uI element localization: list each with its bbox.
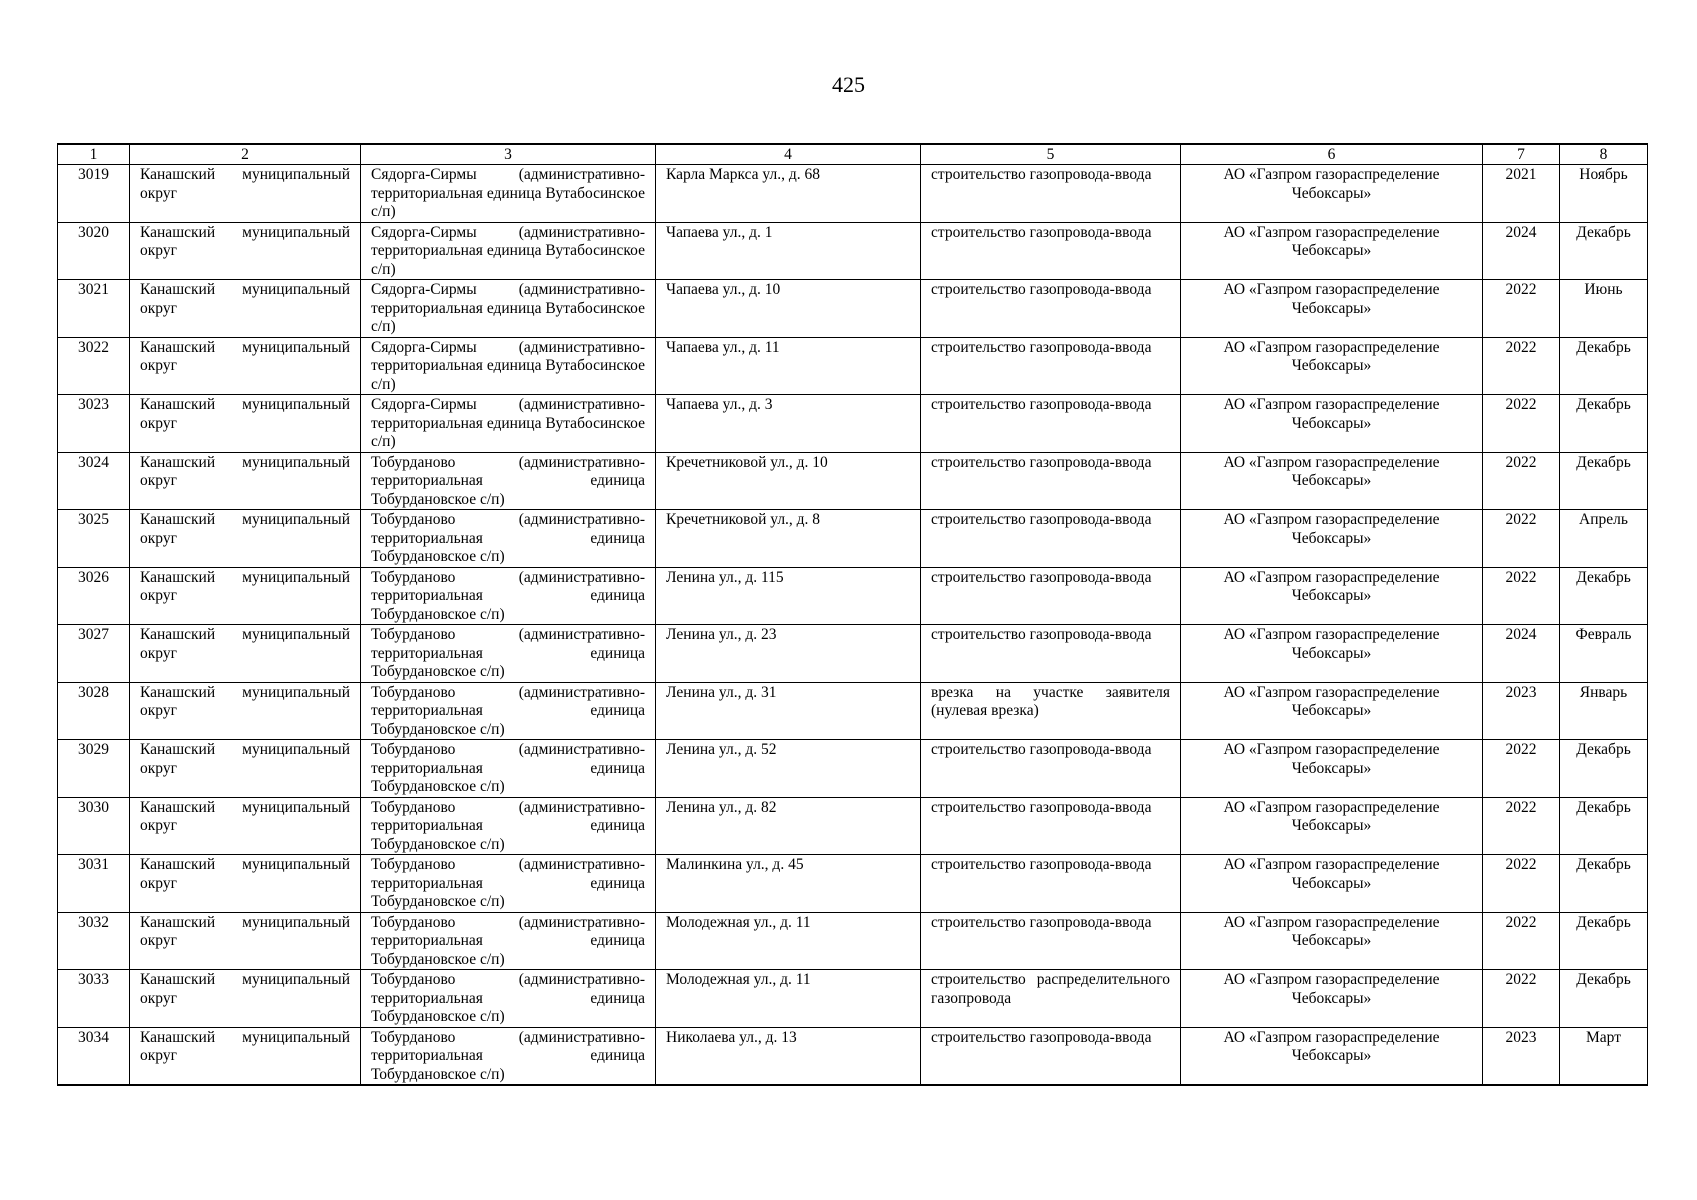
year: 2022 — [1483, 567, 1560, 625]
municipal-district: Канашский муниципальный округ — [130, 395, 361, 453]
settlement: Тобурданово (административно-территориальная единица Тобурдановское с/п) — [361, 567, 656, 625]
municipal-district: Канашский муниципальный округ — [130, 452, 361, 510]
month: Февраль — [1560, 625, 1648, 683]
row-number: 3032 — [58, 912, 130, 970]
municipal-district: Канашский муниципальный округ — [130, 165, 361, 223]
work-type: строительство газопровода-ввода — [921, 912, 1181, 970]
settlement: Тобурданово (административно-территориальная единица Тобурдановское с/п) — [361, 855, 656, 913]
organization: АО «Газпром газораспределение Чебоксары» — [1181, 165, 1483, 223]
row-number: 3026 — [58, 567, 130, 625]
settlement: Тобурданово (административно-территориальная единица Тобурдановское с/п) — [361, 452, 656, 510]
month: Декабрь — [1560, 797, 1648, 855]
address: Чапаева ул., д. 10 — [656, 280, 921, 338]
table-row — [58, 740, 1648, 798]
year: 2021 — [1483, 165, 1560, 223]
settlement: Тобурданово (административно-территориальная единица Тобурдановское с/п) — [361, 510, 656, 568]
settlement: Сядорга-Сирмы (административно-территориальная единица Вутабосинское с/п) — [361, 280, 656, 338]
table-row — [58, 682, 1648, 740]
column-header: 5 — [921, 144, 1181, 165]
organization: АО «Газпром газораспределение Чебоксары» — [1181, 452, 1483, 510]
organization: АО «Газпром газораспределение Чебоксары» — [1181, 510, 1483, 568]
row-number: 3031 — [58, 855, 130, 913]
year: 2022 — [1483, 912, 1560, 970]
row-number: 3022 — [58, 337, 130, 395]
work-type: строительство газопровода-ввода — [921, 625, 1181, 683]
settlement: Тобурданово (административно-территориальная единица Тобурдановское с/п) — [361, 682, 656, 740]
month: Декабрь — [1560, 970, 1648, 1028]
month: Декабрь — [1560, 395, 1648, 453]
work-type: строительство газопровода-ввода — [921, 1027, 1181, 1085]
settlement: Сядорга-Сирмы (административно-территориальная единица Вутабосинское с/п) — [361, 165, 656, 223]
table-row — [58, 165, 1648, 223]
year: 2022 — [1483, 970, 1560, 1028]
column-header: 6 — [1181, 144, 1483, 165]
table-row — [58, 855, 1648, 913]
row-number: 3023 — [58, 395, 130, 453]
work-type: строительство газопровода-ввода — [921, 797, 1181, 855]
month: Декабрь — [1560, 452, 1648, 510]
month: Июнь — [1560, 280, 1648, 338]
column-header: 1 — [58, 144, 130, 165]
address: Ленина ул., д. 82 — [656, 797, 921, 855]
year: 2022 — [1483, 510, 1560, 568]
organization: АО «Газпром газораспределение Чебоксары» — [1181, 280, 1483, 338]
month: Декабрь — [1560, 912, 1648, 970]
page-number: 425 — [832, 72, 865, 97]
table-row — [58, 970, 1648, 1028]
table-row — [58, 510, 1648, 568]
year: 2022 — [1483, 395, 1560, 453]
row-number: 3025 — [58, 510, 130, 568]
year: 2022 — [1483, 855, 1560, 913]
address: Чапаева ул., д. 1 — [656, 222, 921, 280]
organization: АО «Газпром газораспределение Чебоксары» — [1181, 682, 1483, 740]
work-type: строительство газопровода-ввода — [921, 395, 1181, 453]
organization: АО «Газпром газораспределение Чебоксары» — [1181, 855, 1483, 913]
municipal-district: Канашский муниципальный округ — [130, 280, 361, 338]
organization: АО «Газпром газораспределение Чебоксары» — [1181, 222, 1483, 280]
address: Молодежная ул., д. 11 — [656, 912, 921, 970]
address: Чапаева ул., д. 11 — [656, 337, 921, 395]
month: Декабрь — [1560, 855, 1648, 913]
municipal-district: Канашский муниципальный округ — [130, 222, 361, 280]
address: Кречетниковой ул., д. 10 — [656, 452, 921, 510]
column-header: 8 — [1560, 144, 1648, 165]
row-number: 3029 — [58, 740, 130, 798]
month: Декабрь — [1560, 222, 1648, 280]
column-header: 2 — [130, 144, 361, 165]
municipal-district: Канашский муниципальный округ — [130, 625, 361, 683]
work-type: строительство газопровода-ввода — [921, 222, 1181, 280]
table-row — [58, 1027, 1648, 1085]
table-row — [58, 452, 1648, 510]
table-row — [58, 912, 1648, 970]
address: Николаева ул., д. 13 — [656, 1027, 921, 1085]
address: Кречетниковой ул., д. 8 — [656, 510, 921, 568]
organization: АО «Газпром газораспределение Чебоксары» — [1181, 740, 1483, 798]
municipal-district: Канашский муниципальный округ — [130, 1027, 361, 1085]
column-header: 7 — [1483, 144, 1560, 165]
address: Малинкина ул., д. 45 — [656, 855, 921, 913]
row-number: 3019 — [58, 165, 130, 223]
month: Март — [1560, 1027, 1648, 1085]
municipal-district: Канашский муниципальный округ — [130, 912, 361, 970]
settlement: Сядорга-Сирмы (административно-территориальная единица Вутабосинское с/п) — [361, 395, 656, 453]
settlement: Тобурданово (административно-территориальная единица Тобурдановское с/п) — [361, 970, 656, 1028]
organization: АО «Газпром газораспределение Чебоксары» — [1181, 625, 1483, 683]
address: Ленина ул., д. 31 — [656, 682, 921, 740]
table-row — [58, 567, 1648, 625]
address: Ленина ул., д. 52 — [656, 740, 921, 798]
address: Карла Маркса ул., д. 68 — [656, 165, 921, 223]
table-row — [58, 280, 1648, 338]
address: Молодежная ул., д. 11 — [656, 970, 921, 1028]
organization: АО «Газпром газораспределение Чебоксары» — [1181, 797, 1483, 855]
organization: АО «Газпром газораспределение Чебоксары» — [1181, 567, 1483, 625]
table-row — [58, 625, 1648, 683]
work-type: строительство газопровода-ввода — [921, 740, 1181, 798]
work-type: строительство распределительного газопровода — [921, 970, 1181, 1028]
municipal-district: Канашский муниципальный округ — [130, 970, 361, 1028]
address: Чапаева ул., д. 3 — [656, 395, 921, 453]
year: 2024 — [1483, 222, 1560, 280]
row-number: 3034 — [58, 1027, 130, 1085]
organization: АО «Газпром газораспределение Чебоксары» — [1181, 1027, 1483, 1085]
column-header: 4 — [656, 144, 921, 165]
settlement: Сядорга-Сирмы (административно-территориальная единица Вутабосинское с/п) — [361, 222, 656, 280]
row-number: 3021 — [58, 280, 130, 338]
settlement: Тобурданово (административно-территориальная единица Тобурдановское с/п) — [361, 797, 656, 855]
address: Ленина ул., д. 115 — [656, 567, 921, 625]
work-type: строительство газопровода-ввода — [921, 337, 1181, 395]
municipal-district: Канашский муниципальный округ — [130, 337, 361, 395]
settlement: Сядорга-Сирмы (административно-территориальная единица Вутабосинское с/п) — [361, 337, 656, 395]
work-type: строительство газопровода-ввода — [921, 510, 1181, 568]
year: 2024 — [1483, 625, 1560, 683]
year: 2022 — [1483, 337, 1560, 395]
month: Апрель — [1560, 510, 1648, 568]
organization: АО «Газпром газораспределение Чебоксары» — [1181, 970, 1483, 1028]
municipal-district: Канашский муниципальный округ — [130, 855, 361, 913]
year: 2022 — [1483, 280, 1560, 338]
table-row — [58, 222, 1648, 280]
month: Декабрь — [1560, 740, 1648, 798]
year: 2023 — [1483, 1027, 1560, 1085]
work-type: строительство газопровода-ввода — [921, 855, 1181, 913]
settlement: Тобурданово (административно-территориальная единица Тобурдановское с/п) — [361, 1027, 656, 1085]
row-number: 3030 — [58, 797, 130, 855]
table-row — [58, 337, 1648, 395]
settlement: Тобурданово (административно-территориальная единица Тобурдановское с/п) — [361, 740, 656, 798]
row-number: 3033 — [58, 970, 130, 1028]
row-number: 3024 — [58, 452, 130, 510]
row-number: 3028 — [58, 682, 130, 740]
month: Декабрь — [1560, 337, 1648, 395]
work-type: врезка на участке заявителя (нулевая врезка) — [921, 682, 1181, 740]
municipal-district: Канашский муниципальный округ — [130, 682, 361, 740]
municipal-district: Канашский муниципальный округ — [130, 797, 361, 855]
settlement: Тобурданово (административно-территориальная единица Тобурдановское с/п) — [361, 912, 656, 970]
year: 2022 — [1483, 452, 1560, 510]
month: Ноябрь — [1560, 165, 1648, 223]
table-row — [58, 797, 1648, 855]
organization: АО «Газпром газораспределение Чебоксары» — [1181, 912, 1483, 970]
year: 2023 — [1483, 682, 1560, 740]
row-number: 3020 — [58, 222, 130, 280]
address: Ленина ул., д. 23 — [656, 625, 921, 683]
work-type: строительство газопровода-ввода — [921, 452, 1181, 510]
municipal-district: Канашский муниципальный округ — [130, 740, 361, 798]
work-type: строительство газопровода-ввода — [921, 567, 1181, 625]
table-row — [58, 395, 1648, 453]
month: Январь — [1560, 682, 1648, 740]
settlement: Тобурданово (административно-территориальная единица Тобурдановское с/п) — [361, 625, 656, 683]
organization: АО «Газпром газораспределение Чебоксары» — [1181, 395, 1483, 453]
year: 2022 — [1483, 740, 1560, 798]
municipal-district: Канашский муниципальный округ — [130, 567, 361, 625]
row-number: 3027 — [58, 625, 130, 683]
column-header: 3 — [361, 144, 656, 165]
data-table — [57, 143, 1648, 1086]
table-header-row — [58, 144, 1648, 165]
organization: АО «Газпром газораспределение Чебоксары» — [1181, 337, 1483, 395]
work-type: строительство газопровода-ввода — [921, 165, 1181, 223]
municipal-district: Канашский муниципальный округ — [130, 510, 361, 568]
work-type: строительство газопровода-ввода — [921, 280, 1181, 338]
year: 2022 — [1483, 797, 1560, 855]
month: Декабрь — [1560, 567, 1648, 625]
